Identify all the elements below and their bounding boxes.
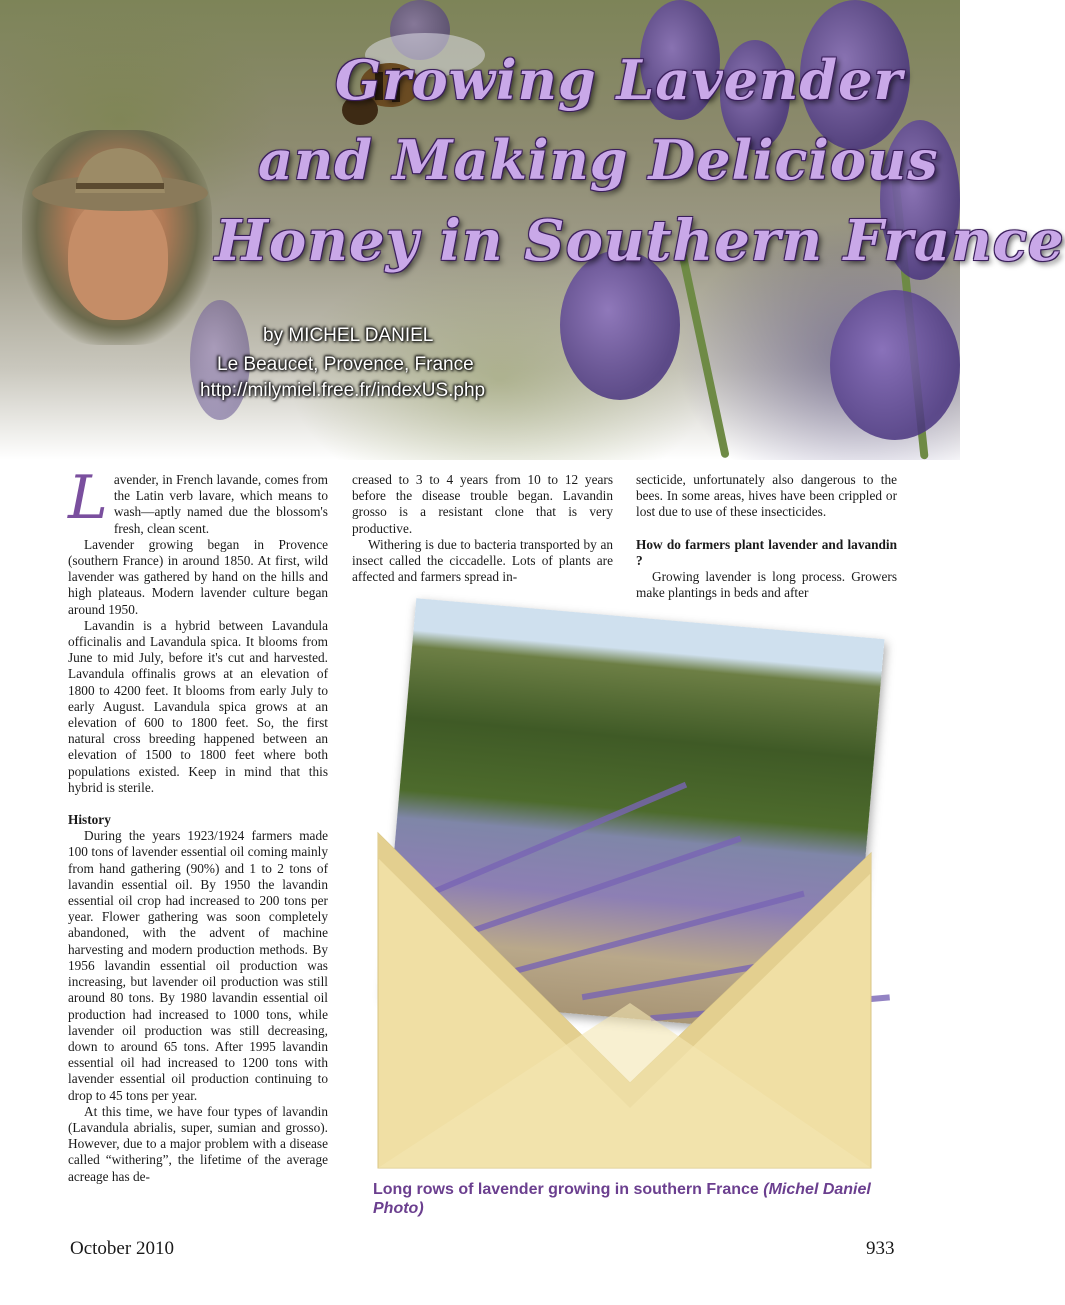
header-banner [0,0,1065,460]
caption-credit: (Michel Daniel Photo) [373,1181,871,1217]
envelope-illustration [378,833,871,1168]
footer-date: October 2010 [70,1238,174,1259]
photo-figure [378,578,938,1198]
paragraph-text: avender, in French lavande, comes from the Latin verb lavare, which means to wash—aptly named due the blossom's fresh, clean scent. [113,472,328,536]
article-column-1 [68,463,328,1185]
byline-location: Le Beaucet, Provence, France [217,354,474,375]
byline-author: by MICHEL DANIEL [263,325,434,346]
article-title-line-1: Growing Lavender [335,48,903,112]
paragraph: Lavender growing began in Provence (southern France) in around 1850. At first, wild lavender was gathered by hand on the hills and high plateaus. Modern lavender culture began around 1950. [68,536,328,617]
section-heading-planting: How do farmers plant lavender and lavandin ? [636,536,897,568]
lavender-stem-decoration [678,251,729,458]
lavender-spike-decoration [830,290,960,440]
spacer [68,796,328,812]
paragraph: Growing lavender is long process. Growers make plantings in beds and after [636,569,897,601]
caption-text: Long rows of lavender growing in southern France [373,1181,764,1198]
spacer [636,521,897,537]
hat-illustration [30,145,210,215]
paragraph [68,463,328,537]
paragraph: During the years 1923/1924 farmers made 100 tons of lavender essential oil coming mainly from hand gathering (90%) and 1 to 2 tons of lavandin essential oil. By 1950 the lavandin essential oil crop had increased to 200 tons per year. Flower gathering was soon completely abandoned, with the advent of machine harvesting and modern production methods. By 1956 lavandin essential oil production was increasing, but lavender oil production was still around 80 tons. By 1980 lavandin essential oil production had increased to 1000 tons, while lavender oil production was still decreasing, down to around 65 tons. After 1995 lavandin essential oil had increased to 1200 tons with lavender essential oil production continuing to drop to 45 tons per year. [68,828,328,1103]
byline-url[interactable]: http://milymiel.free.fr/indexUS.php [200,380,486,401]
paragraph: At this time, we have four types of lavandin (Lavandula abrialis, super, sumian and grosso). However, due to a major problem with a disease called “withering”, the lifetime of the average acreage has de- [68,1103,328,1184]
paragraph: Withering is due to bacteria transported by an insect called the ciccadelle. Lots of plants are affected and farmers spread in- [352,536,613,585]
article-title-line-3: Honey in Southern France [215,208,1065,274]
drop-cap: L [68,463,108,533]
section-heading-history: History [68,812,111,828]
page-number: 933 [866,1238,895,1259]
photo-caption [373,1180,893,1218]
paragraph: Lavandin is a hybrid between Lavandula officinalis and Lavandula spica. It blooms from June to mid July, before it's cut and harvested. Lavandula offinalis grows at an elevation of 1800 to 4200 feet. It blooms from early July to early August. Lavandula spica grows at an elevation of 600 to 1800 feet. So, the first natural cross breeding happened between an elevation of 1500 to 1800 feet where both populations existed. Keep in mind that this hybrid is sterile. [68,617,328,795]
article-title-line-2: and Making Delicious [258,128,939,192]
paragraph: creased to 3 to 4 years from 10 to 12 years before the disease trouble began. Lavandin grosso is a resistant clone that is very productive. [352,472,613,536]
paragraph: secticide, unfortunately also dangerous to the bees. In some areas, hives have been crippled or lost due to use of these insecticides. [636,472,897,520]
article-column-2 [352,472,613,585]
